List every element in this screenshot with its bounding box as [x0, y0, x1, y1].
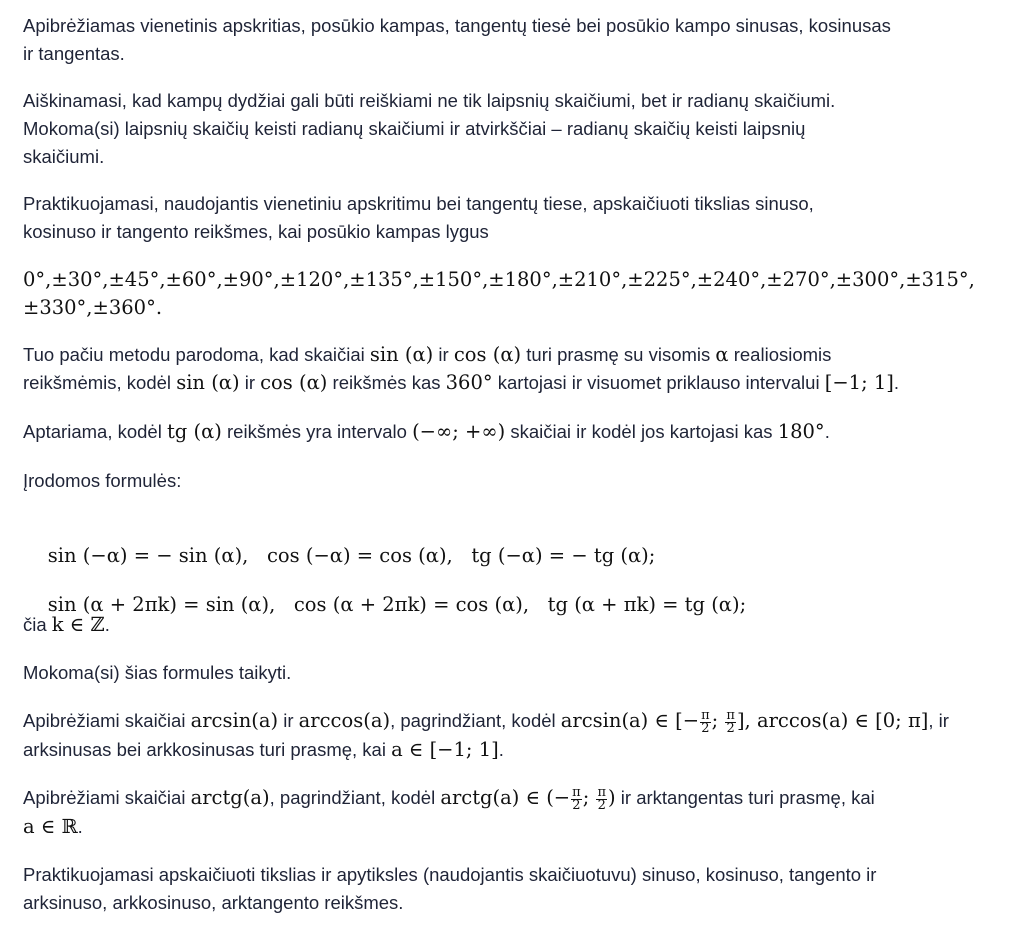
- math-span: ;: [711, 709, 725, 732]
- text-span: Apibrėžiami skaičiai: [23, 710, 191, 731]
- paragraph-formulas-heading: [23, 467, 1004, 495]
- math-span: ;: [582, 786, 596, 809]
- math-span: a ∈ ℝ: [23, 815, 78, 838]
- fraction-numerator: π: [597, 784, 607, 800]
- math-span: arcsin(a) ∈ [−: [560, 709, 700, 732]
- math-span: 180°: [777, 420, 825, 443]
- fraction-pi-over-2: [596, 784, 607, 813]
- text-span: turi prasmę su visomis: [521, 344, 716, 365]
- text-span: arksinusas bei arkkosinusas turi prasmę, kai: [23, 739, 392, 760]
- text-span: skaičiai ir kodėl jos kartojasi kas: [505, 421, 778, 442]
- text-span: .: [77, 816, 83, 837]
- text-line: Mokoma(si) šias formules taikyti.: [23, 662, 292, 683]
- text-line: Apibrėžiamas vienetinis apskritias, posūkio kampas, tangentų tiesė bei posūkio kampo sinusas, kosinusas: [23, 15, 891, 36]
- paragraph-arcsin-arccos: [23, 707, 1004, 735]
- text-line: Įrodomos formulės:: [23, 470, 182, 491]
- math-span: α: [715, 343, 729, 366]
- math-span: arccos(a): [298, 709, 391, 732]
- paragraph-tangent-range: [23, 418, 1004, 446]
- math-span: ], arccos(a) ∈ [0; π]: [736, 709, 929, 732]
- paragraph-calculator: [23, 861, 1004, 889]
- text-line: Praktikuojamasi, naudojantis vienetiniu apskritimu bei tangentų tiese, apskaičiuoti tikslias sinuso,: [23, 193, 814, 214]
- math-span: arctg(a) ∈ (−: [440, 786, 571, 809]
- text-span: Tuo pačiu metodu parodoma, kad skaičiai: [23, 344, 370, 365]
- math-span: sin (α): [369, 343, 434, 366]
- fraction-pi-over-2: [571, 784, 582, 813]
- paragraph-exact-values: [23, 190, 1004, 218]
- text-span: ir: [433, 344, 454, 365]
- paragraph-exact-values-cont: [23, 218, 1004, 246]
- angle-list: [23, 266, 975, 294]
- fraction-numerator: π: [726, 707, 735, 723]
- text-span: , pagrindžiant, kodėl: [269, 787, 441, 808]
- fraction-denominator: 2: [597, 797, 606, 813]
- text-span: Aptariama, kodėl: [23, 421, 167, 442]
- text-span: , pagrindžiant, kodėl: [390, 710, 561, 731]
- text-span: Apibrėžiami skaičiai: [23, 787, 191, 808]
- math-span: tg (α): [166, 420, 222, 443]
- text-line: skaičiumi.: [23, 146, 105, 167]
- text-span: čia: [23, 614, 52, 635]
- text-line: Mokoma(si) laipsnių skaičių keisti radianų skaičiumi ir atvirkščiai – radianų skaičių keisti laipsnių: [23, 118, 806, 139]
- text-line: Praktikuojamasi apskaičiuoti tikslias ir apytiksles (naudojantis skaičiuotuvu) sinuso, kosinuso, tangento ir: [23, 864, 877, 885]
- text-span: , ir: [928, 710, 949, 731]
- text-span: ir: [239, 372, 261, 393]
- math-line: sin (α + 2πk) = sin (α), cos (α + 2πk) = cos (α), tg (α + πk) = tg (α);: [47, 593, 747, 616]
- text-span: .: [498, 739, 504, 760]
- text-span: reikšmės kas: [327, 372, 446, 393]
- paragraph-arcsin-arccos-cont: [23, 736, 1004, 764]
- paragraph-sin-cos-domain: [23, 341, 1004, 369]
- math-span: k ∈ ℤ: [51, 613, 105, 636]
- math-line: ±330°,±360°.: [23, 296, 163, 319]
- text-line: arksinuso, arkkosinuso, arktangento reikšmes.: [23, 892, 404, 913]
- math-line: sin (−α) = − sin (α), cos (−α) = cos (α), tg (−α) = − tg (α);: [47, 544, 656, 567]
- text-span: realiosiomis: [728, 344, 832, 365]
- math-span: arcsin(a): [190, 709, 279, 732]
- angle-list-cont: [23, 294, 162, 322]
- fraction-pi-over-2: [700, 707, 711, 736]
- math-span: sin (α): [176, 371, 240, 394]
- math-span: cos (α): [260, 371, 328, 394]
- paragraph-sin-cos-domain-cont: [23, 369, 1004, 397]
- paragraph-unit-circle: [23, 12, 1004, 40]
- paragraph-unit-circle-cont: [23, 40, 1004, 68]
- paragraph-k-integer: [23, 611, 1004, 639]
- math-span: [−1; 1]: [824, 371, 894, 394]
- text-span: .: [893, 372, 899, 393]
- paragraph-arctg-cont: [23, 813, 1004, 841]
- fraction-numerator: π: [572, 784, 581, 800]
- paragraph-apply-formulas: [23, 659, 1004, 687]
- math-span: arctg(a): [190, 786, 270, 809]
- math-span: ): [608, 786, 616, 809]
- text-span: reikšmėmis, kodėl: [23, 372, 177, 393]
- paragraph-arctg: [23, 784, 1004, 812]
- math-span: cos (α): [453, 343, 522, 366]
- math-span: a ∈ [−1; 1]: [391, 738, 499, 761]
- paragraph-radians-cont: [23, 115, 1004, 143]
- text-line: ir tangentas.: [23, 43, 125, 64]
- fraction-numerator: π: [701, 707, 710, 723]
- text-span: .: [824, 421, 830, 442]
- text-span: ir: [278, 710, 299, 731]
- paragraph-radians: [23, 87, 1004, 115]
- fraction-denominator: 2: [726, 720, 735, 736]
- fraction-denominator: 2: [572, 797, 581, 813]
- math-line: 0°,±30°,±45°,±60°,±90°,±120°,±135°,±150°,±180°,±210°,±225°,±240°,±270°,±300°,±315°,: [23, 268, 975, 291]
- text-span: .: [104, 614, 110, 635]
- math-span: 360°: [445, 371, 493, 394]
- text-line: Aiškinamasi, kad kampų dydžiai gali būti reiškiami ne tik laipsnių skaičiumi, bet ir radianų skaičiumi.: [23, 90, 836, 111]
- text-span: kartojasi ir visuomet priklauso intervalui: [492, 372, 825, 393]
- paragraph-calculator-cont: [23, 889, 1004, 917]
- fraction-denominator: 2: [701, 720, 710, 736]
- text-span: reikšmės yra intervalo: [221, 421, 413, 442]
- text-line: kosinuso ir tangento reikšmes, kai posūkio kampas lygus: [23, 221, 489, 242]
- math-span: (−∞; +∞): [412, 420, 506, 443]
- fraction-pi-over-2: [725, 707, 736, 736]
- paragraph-radians-cont: [23, 143, 1004, 171]
- text-span: ir arktangentas turi prasmę, kai: [615, 787, 875, 808]
